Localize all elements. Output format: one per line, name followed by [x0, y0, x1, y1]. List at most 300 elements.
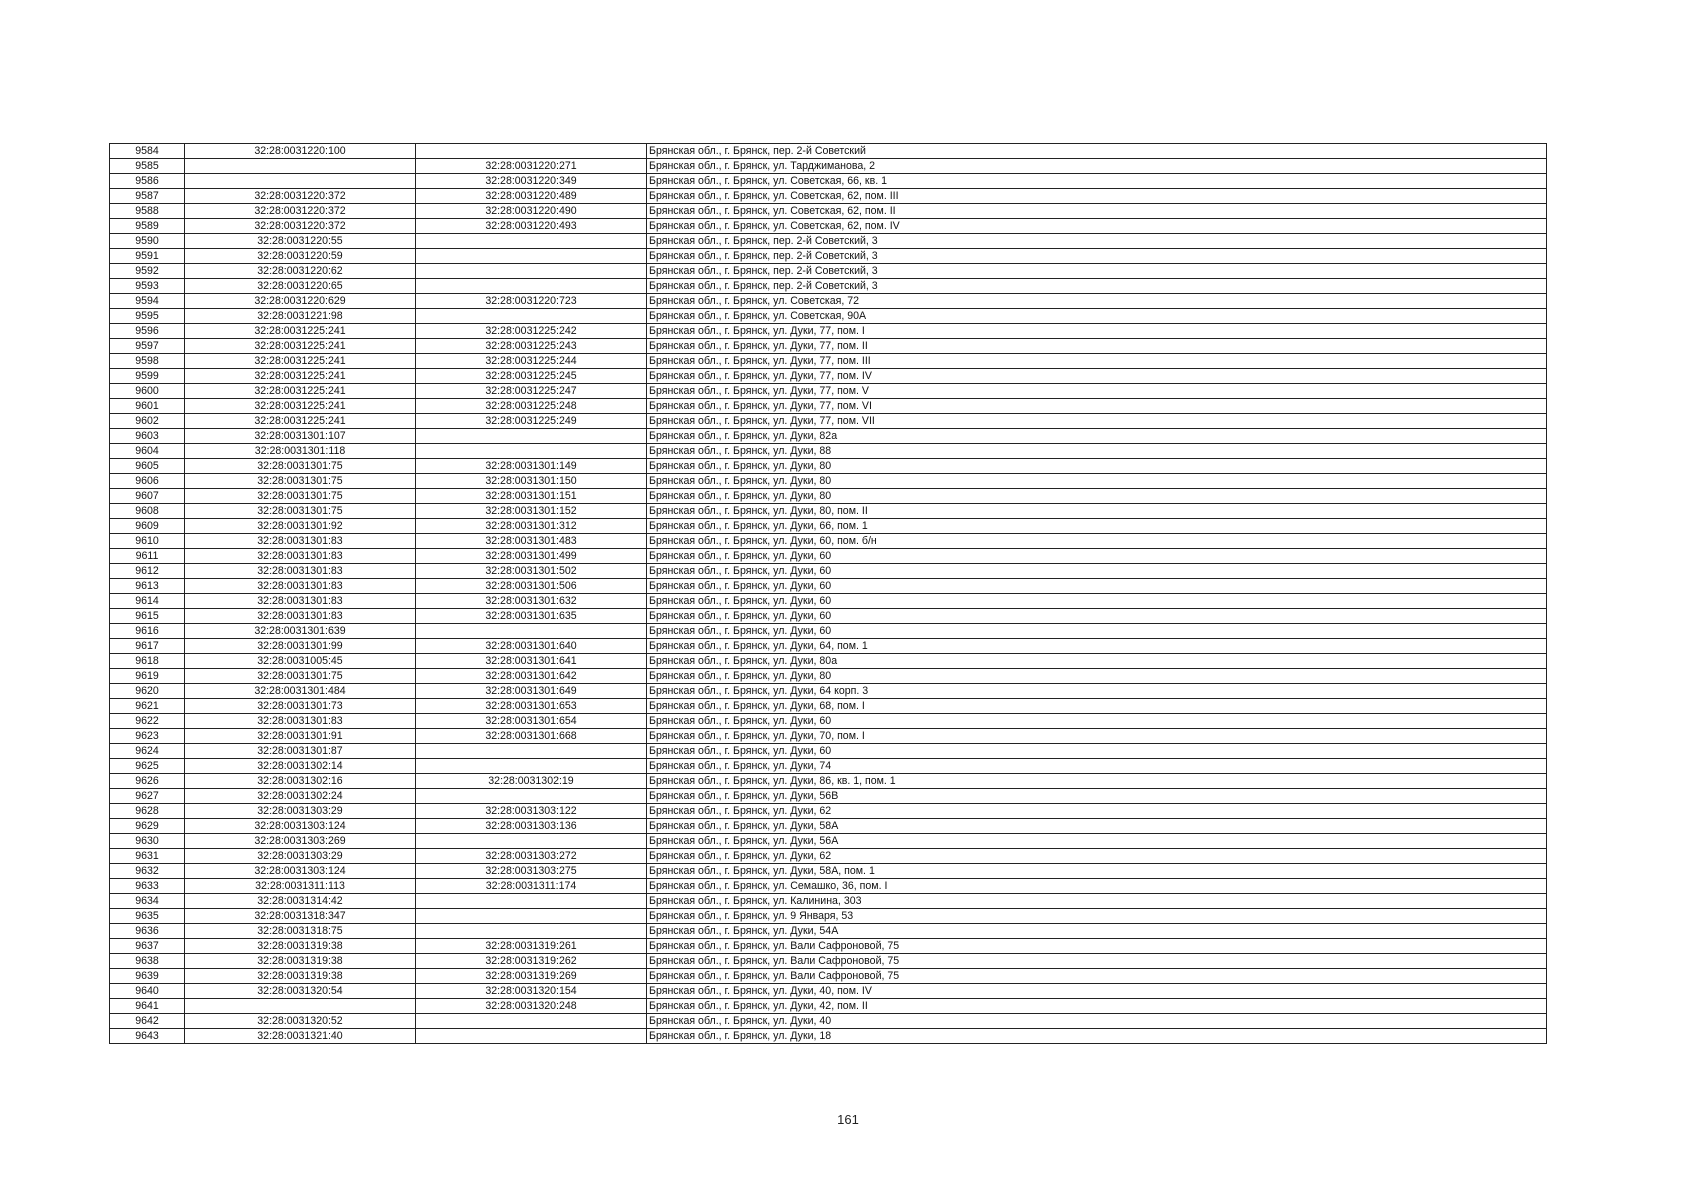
parcel-cadastral-number-cell: 32:28:0031301:83 — [185, 579, 416, 594]
table-row — [110, 474, 1547, 489]
row-number-cell: 9601 — [110, 399, 185, 414]
address-cell: Брянская обл., г. Брянск, ул. Вали Сафроновой, 75 — [647, 954, 1547, 969]
object-cadastral-number-cell: 32:28:0031301:640 — [416, 639, 647, 654]
table-row — [110, 1029, 1547, 1044]
table-row — [110, 624, 1547, 639]
address-cell: Брянская обл., г. Брянск, ул. Дуки, 64 корп. 3 — [647, 684, 1547, 699]
object-cadastral-number-cell — [416, 264, 647, 279]
parcel-cadastral-number-cell: 32:28:0031301:75 — [185, 669, 416, 684]
parcel-cadastral-number-cell: 32:28:0031220:372 — [185, 219, 416, 234]
row-number-cell: 9632 — [110, 864, 185, 879]
row-number-cell: 9590 — [110, 234, 185, 249]
parcel-cadastral-number-cell: 32:28:0031301:83 — [185, 564, 416, 579]
address-cell: Брянская обл., г. Брянск, ул. Дуки, 77, пом. III — [647, 354, 1547, 369]
object-cadastral-number-cell: 32:28:0031220:490 — [416, 204, 647, 219]
object-cadastral-number-cell: 32:28:0031301:668 — [416, 729, 647, 744]
table-row — [110, 729, 1547, 744]
row-number-cell: 9630 — [110, 834, 185, 849]
table-row — [110, 714, 1547, 729]
object-cadastral-number-cell: 32:28:0031225:242 — [416, 324, 647, 339]
table-row — [110, 789, 1547, 804]
table-row — [110, 309, 1547, 324]
parcel-cadastral-number-cell: 32:28:0031220:372 — [185, 204, 416, 219]
table-row — [110, 684, 1547, 699]
object-cadastral-number-cell — [416, 924, 647, 939]
parcel-cadastral-number-cell: 32:28:0031303:124 — [185, 819, 416, 834]
table-row — [110, 894, 1547, 909]
address-cell: Брянская обл., г. Брянск, ул. Дуки, 77, пом. I — [647, 324, 1547, 339]
object-cadastral-number-cell: 32:28:0031320:154 — [416, 984, 647, 999]
parcel-cadastral-number-cell: 32:28:0031320:52 — [185, 1014, 416, 1029]
parcel-cadastral-number-cell: 32:28:0031225:241 — [185, 339, 416, 354]
row-number-cell: 9588 — [110, 204, 185, 219]
object-cadastral-number-cell: 32:28:0031301:649 — [416, 684, 647, 699]
row-number-cell: 9631 — [110, 849, 185, 864]
parcel-cadastral-number-cell: 32:28:0031225:241 — [185, 324, 416, 339]
row-number-cell: 9594 — [110, 294, 185, 309]
parcel-cadastral-number-cell: 32:28:0031301:83 — [185, 549, 416, 564]
parcel-cadastral-number-cell: 32:28:0031220:55 — [185, 234, 416, 249]
address-cell: Брянская обл., г. Брянск, ул. Дуки, 60 — [647, 624, 1547, 639]
address-cell: Брянская обл., г. Брянск, ул. Советская, 62, пом. III — [647, 189, 1547, 204]
row-number-cell: 9603 — [110, 429, 185, 444]
register-table-body — [110, 144, 1547, 1044]
parcel-cadastral-number-cell: 32:28:0031303:124 — [185, 864, 416, 879]
parcel-cadastral-number-cell: 32:28:0031220:372 — [185, 189, 416, 204]
row-number-cell: 9621 — [110, 699, 185, 714]
parcel-cadastral-number-cell: 32:28:0031302:16 — [185, 774, 416, 789]
object-cadastral-number-cell: 32:28:0031220:493 — [416, 219, 647, 234]
object-cadastral-number-cell — [416, 909, 647, 924]
table-row — [110, 939, 1547, 954]
parcel-cadastral-number-cell: 32:28:0031302:14 — [185, 759, 416, 774]
parcel-cadastral-number-cell: 32:28:0031301:107 — [185, 429, 416, 444]
object-cadastral-number-cell: 32:28:0031225:248 — [416, 399, 647, 414]
address-cell: Брянская обл., г. Брянск, ул. Дуки, 80а — [647, 654, 1547, 669]
address-cell: Брянская обл., г. Брянск, ул. Дуки, 80 — [647, 474, 1547, 489]
table-row — [110, 699, 1547, 714]
parcel-cadastral-number-cell: 32:28:0031301:639 — [185, 624, 416, 639]
parcel-cadastral-number-cell: 32:28:0031301:83 — [185, 594, 416, 609]
parcel-cadastral-number-cell: 32:28:0031301:83 — [185, 714, 416, 729]
address-cell: Брянская обл., г. Брянск, ул. Дуки, 62 — [647, 804, 1547, 819]
object-cadastral-number-cell: 32:28:0031301:152 — [416, 504, 647, 519]
row-number-cell: 9585 — [110, 159, 185, 174]
table-row — [110, 594, 1547, 609]
object-cadastral-number-cell: 32:28:0031301:502 — [416, 564, 647, 579]
parcel-cadastral-number-cell: 32:28:0031220:59 — [185, 249, 416, 264]
parcel-cadastral-number-cell: 32:28:0031314:42 — [185, 894, 416, 909]
row-number-cell: 9591 — [110, 249, 185, 264]
row-number-cell: 9629 — [110, 819, 185, 834]
row-number-cell: 9593 — [110, 279, 185, 294]
row-number-cell: 9605 — [110, 459, 185, 474]
address-cell: Брянская обл., г. Брянск, пер. 2-й Советский — [647, 144, 1547, 159]
address-cell: Брянская обл., г. Брянск, ул. Дуки, 86, кв. 1, пом. 1 — [647, 774, 1547, 789]
table-row — [110, 999, 1547, 1014]
address-cell: Брянская обл., г. Брянск, ул. Советская, 62, пом. II — [647, 204, 1547, 219]
object-cadastral-number-cell: 32:28:0031225:245 — [416, 369, 647, 384]
row-number-cell: 9610 — [110, 534, 185, 549]
row-number-cell: 9584 — [110, 144, 185, 159]
row-number-cell: 9587 — [110, 189, 185, 204]
row-number-cell: 9607 — [110, 489, 185, 504]
row-number-cell: 9600 — [110, 384, 185, 399]
address-cell: Брянская обл., г. Брянск, ул. Дуки, 70, пом. I — [647, 729, 1547, 744]
table-row — [110, 219, 1547, 234]
address-cell: Брянская обл., г. Брянск, ул. Семашко, 36, пом. I — [647, 879, 1547, 894]
object-cadastral-number-cell: 32:28:0031301:654 — [416, 714, 647, 729]
row-number-cell: 9592 — [110, 264, 185, 279]
row-number-cell: 9619 — [110, 669, 185, 684]
parcel-cadastral-number-cell: 32:28:0031303:29 — [185, 804, 416, 819]
row-number-cell: 9616 — [110, 624, 185, 639]
object-cadastral-number-cell: 32:28:0031225:247 — [416, 384, 647, 399]
object-cadastral-number-cell: 32:28:0031301:149 — [416, 459, 647, 474]
table-row — [110, 399, 1547, 414]
address-cell: Брянская обл., г. Брянск, ул. Дуки, 40, пом. IV — [647, 984, 1547, 999]
address-cell: Брянская обл., г. Брянск, ул. Дуки, 60 — [647, 714, 1547, 729]
object-cadastral-number-cell — [416, 444, 647, 459]
table-row — [110, 609, 1547, 624]
table-row — [110, 549, 1547, 564]
parcel-cadastral-number-cell: 32:28:0031301:75 — [185, 489, 416, 504]
object-cadastral-number-cell — [416, 1014, 647, 1029]
row-number-cell: 9635 — [110, 909, 185, 924]
table-row — [110, 519, 1547, 534]
row-number-cell: 9637 — [110, 939, 185, 954]
parcel-cadastral-number-cell: 32:28:0031220:62 — [185, 264, 416, 279]
address-cell: Брянская обл., г. Брянск, ул. Советская, 90А — [647, 309, 1547, 324]
object-cadastral-number-cell: 32:28:0031220:349 — [416, 174, 647, 189]
parcel-cadastral-number-cell: 32:28:0031225:241 — [185, 399, 416, 414]
row-number-cell: 9597 — [110, 339, 185, 354]
object-cadastral-number-cell: 32:28:0031303:275 — [416, 864, 647, 879]
object-cadastral-number-cell — [416, 1029, 647, 1044]
table-row — [110, 489, 1547, 504]
table-row — [110, 234, 1547, 249]
address-cell: Брянская обл., г. Брянск, ул. Вали Сафроновой, 75 — [647, 939, 1547, 954]
parcel-cadastral-number-cell: 32:28:0031221:98 — [185, 309, 416, 324]
row-number-cell: 9627 — [110, 789, 185, 804]
table-row — [110, 954, 1547, 969]
address-cell: Брянская обл., г. Брянск, ул. 9 Января, 53 — [647, 909, 1547, 924]
parcel-cadastral-number-cell: 32:28:0031301:484 — [185, 684, 416, 699]
object-cadastral-number-cell — [416, 789, 647, 804]
address-cell: Брянская обл., г. Брянск, ул. Дуки, 56В — [647, 789, 1547, 804]
register-table — [109, 143, 1547, 1044]
address-cell: Брянская обл., г. Брянск, ул. Советская, 72 — [647, 294, 1547, 309]
parcel-cadastral-number-cell: 32:28:0031220:629 — [185, 294, 416, 309]
table-row — [110, 984, 1547, 999]
table-row — [110, 669, 1547, 684]
parcel-cadastral-number-cell: 32:28:0031225:241 — [185, 414, 416, 429]
row-number-cell: 9595 — [110, 309, 185, 324]
row-number-cell: 9609 — [110, 519, 185, 534]
object-cadastral-number-cell: 32:28:0031301:642 — [416, 669, 647, 684]
object-cadastral-number-cell: 32:28:0031301:635 — [416, 609, 647, 624]
row-number-cell: 9589 — [110, 219, 185, 234]
object-cadastral-number-cell: 32:28:0031320:248 — [416, 999, 647, 1014]
parcel-cadastral-number-cell: 32:28:0031225:241 — [185, 369, 416, 384]
table-row — [110, 429, 1547, 444]
parcel-cadastral-number-cell — [185, 174, 416, 189]
object-cadastral-number-cell: 32:28:0031220:723 — [416, 294, 647, 309]
parcel-cadastral-number-cell: 32:28:0031311:113 — [185, 879, 416, 894]
object-cadastral-number-cell: 32:28:0031301:506 — [416, 579, 647, 594]
table-row — [110, 414, 1547, 429]
object-cadastral-number-cell: 32:28:0031225:249 — [416, 414, 647, 429]
object-cadastral-number-cell: 32:28:0031319:262 — [416, 954, 647, 969]
object-cadastral-number-cell: 32:28:0031301:641 — [416, 654, 647, 669]
row-number-cell: 9643 — [110, 1029, 185, 1044]
parcel-cadastral-number-cell — [185, 159, 416, 174]
address-cell: Брянская обл., г. Брянск, ул. Дуки, 80 — [647, 489, 1547, 504]
row-number-cell: 9608 — [110, 504, 185, 519]
table-row — [110, 279, 1547, 294]
parcel-cadastral-number-cell: 32:28:0031301:118 — [185, 444, 416, 459]
parcel-cadastral-number-cell: 32:28:0031301:75 — [185, 504, 416, 519]
row-number-cell: 9623 — [110, 729, 185, 744]
object-cadastral-number-cell: 32:28:0031301:632 — [416, 594, 647, 609]
address-cell: Брянская обл., г. Брянск, ул. Вали Сафроновой, 75 — [647, 969, 1547, 984]
address-cell: Брянская обл., г. Брянск, ул. Дуки, 58А — [647, 819, 1547, 834]
object-cadastral-number-cell: 32:28:0031301:150 — [416, 474, 647, 489]
row-number-cell: 9617 — [110, 639, 185, 654]
object-cadastral-number-cell: 32:28:0031301:653 — [416, 699, 647, 714]
object-cadastral-number-cell: 32:28:0031225:243 — [416, 339, 647, 354]
table-row — [110, 834, 1547, 849]
table-row — [110, 564, 1547, 579]
address-cell: Брянская обл., г. Брянск, ул. Дуки, 18 — [647, 1029, 1547, 1044]
table-row — [110, 144, 1547, 159]
page-number: 161 — [837, 1112, 859, 1127]
object-cadastral-number-cell: 32:28:0031303:136 — [416, 819, 647, 834]
table-row — [110, 189, 1547, 204]
table-row — [110, 759, 1547, 774]
table-row — [110, 249, 1547, 264]
table-row — [110, 579, 1547, 594]
row-number-cell: 9633 — [110, 879, 185, 894]
address-cell: Брянская обл., г. Брянск, ул. Дуки, 66, пом. 1 — [647, 519, 1547, 534]
parcel-cadastral-number-cell — [185, 999, 416, 1014]
address-cell: Брянская обл., г. Брянск, ул. Тарджиманова, 2 — [647, 159, 1547, 174]
row-number-cell: 9614 — [110, 594, 185, 609]
object-cadastral-number-cell — [416, 744, 647, 759]
object-cadastral-number-cell: 32:28:0031319:261 — [416, 939, 647, 954]
address-cell: Брянская обл., г. Брянск, ул. Дуки, 60, пом. б/н — [647, 534, 1547, 549]
parcel-cadastral-number-cell: 32:28:0031301:83 — [185, 534, 416, 549]
object-cadastral-number-cell: 32:28:0031303:272 — [416, 849, 647, 864]
table-row — [110, 174, 1547, 189]
parcel-cadastral-number-cell: 32:28:0031301:92 — [185, 519, 416, 534]
object-cadastral-number-cell: 32:28:0031301:483 — [416, 534, 647, 549]
row-number-cell: 9622 — [110, 714, 185, 729]
table-row — [110, 849, 1547, 864]
table-row — [110, 534, 1547, 549]
row-number-cell: 9596 — [110, 324, 185, 339]
row-number-cell: 9599 — [110, 369, 185, 384]
address-cell: Брянская обл., г. Брянск, пер. 2-й Советский, 3 — [647, 234, 1547, 249]
address-cell: Брянская обл., г. Брянск, ул. Дуки, 88 — [647, 444, 1547, 459]
object-cadastral-number-cell — [416, 759, 647, 774]
row-number-cell: 9640 — [110, 984, 185, 999]
address-cell: Брянская обл., г. Брянск, ул. Дуки, 54А — [647, 924, 1547, 939]
table-row — [110, 504, 1547, 519]
table-row — [110, 969, 1547, 984]
parcel-cadastral-number-cell: 32:28:0031321:40 — [185, 1029, 416, 1044]
row-number-cell: 9612 — [110, 564, 185, 579]
object-cadastral-number-cell — [416, 429, 647, 444]
object-cadastral-number-cell — [416, 279, 647, 294]
parcel-cadastral-number-cell: 32:28:0031005:45 — [185, 654, 416, 669]
row-number-cell: 9602 — [110, 414, 185, 429]
address-cell: Брянская обл., г. Брянск, ул. Дуки, 77, пом. IV — [647, 369, 1547, 384]
address-cell: Брянская обл., г. Брянск, пер. 2-й Советский, 3 — [647, 264, 1547, 279]
table-row — [110, 819, 1547, 834]
row-number-cell: 9642 — [110, 1014, 185, 1029]
address-cell: Брянская обл., г. Брянск, ул. Советская, 62, пом. IV — [647, 219, 1547, 234]
table-row — [110, 774, 1547, 789]
parcel-cadastral-number-cell: 32:28:0031220:100 — [185, 144, 416, 159]
address-cell: Брянская обл., г. Брянск, ул. Дуки, 80 — [647, 669, 1547, 684]
address-cell: Брянская обл., г. Брянск, ул. Дуки, 64, пом. 1 — [647, 639, 1547, 654]
address-cell: Брянская обл., г. Брянск, ул. Дуки, 60 — [647, 549, 1547, 564]
table-row — [110, 264, 1547, 279]
address-cell: Брянская обл., г. Брянск, ул. Советская, 66, кв. 1 — [647, 174, 1547, 189]
row-number-cell: 9626 — [110, 774, 185, 789]
table-row — [110, 444, 1547, 459]
table-row — [110, 294, 1547, 309]
parcel-cadastral-number-cell: 32:28:0031319:38 — [185, 954, 416, 969]
address-cell: Брянская обл., г. Брянск, ул. Дуки, 77, пом. VII — [647, 414, 1547, 429]
row-number-cell: 9598 — [110, 354, 185, 369]
row-number-cell: 9606 — [110, 474, 185, 489]
object-cadastral-number-cell — [416, 144, 647, 159]
row-number-cell: 9613 — [110, 579, 185, 594]
parcel-cadastral-number-cell: 32:28:0031302:24 — [185, 789, 416, 804]
row-number-cell: 9636 — [110, 924, 185, 939]
address-cell: Брянская обл., г. Брянск, ул. Дуки, 60 — [647, 744, 1547, 759]
row-number-cell: 9604 — [110, 444, 185, 459]
table-row — [110, 204, 1547, 219]
address-cell: Брянская обл., г. Брянск, ул. Дуки, 77, пом. VI — [647, 399, 1547, 414]
table-row — [110, 909, 1547, 924]
address-cell: Брянская обл., г. Брянск, ул. Дуки, 58А, пом. 1 — [647, 864, 1547, 879]
parcel-cadastral-number-cell: 32:28:0031301:75 — [185, 459, 416, 474]
address-cell: Брянская обл., г. Брянск, ул. Дуки, 82а — [647, 429, 1547, 444]
address-cell: Брянская обл., г. Брянск, ул. Дуки, 68, пом. I — [647, 699, 1547, 714]
address-cell: Брянская обл., г. Брянск, ул. Дуки, 77, пом. V — [647, 384, 1547, 399]
parcel-cadastral-number-cell: 32:28:0031303:269 — [185, 834, 416, 849]
address-cell: Брянская обл., г. Брянск, ул. Дуки, 60 — [647, 594, 1547, 609]
table-row — [110, 354, 1547, 369]
row-number-cell: 9624 — [110, 744, 185, 759]
row-number-cell: 9625 — [110, 759, 185, 774]
address-cell: Брянская обл., г. Брянск, ул. Дуки, 60 — [647, 579, 1547, 594]
parcel-cadastral-number-cell: 32:28:0031319:38 — [185, 939, 416, 954]
parcel-cadastral-number-cell: 32:28:0031320:54 — [185, 984, 416, 999]
row-number-cell: 9618 — [110, 654, 185, 669]
object-cadastral-number-cell: 32:28:0031301:312 — [416, 519, 647, 534]
object-cadastral-number-cell: 32:28:0031220:489 — [416, 189, 647, 204]
object-cadastral-number-cell — [416, 309, 647, 324]
row-number-cell: 9620 — [110, 684, 185, 699]
address-cell: Брянская обл., г. Брянск, ул. Дуки, 42, пом. II — [647, 999, 1547, 1014]
parcel-cadastral-number-cell: 32:28:0031301:99 — [185, 639, 416, 654]
table-row — [110, 924, 1547, 939]
parcel-cadastral-number-cell: 32:28:0031301:91 — [185, 729, 416, 744]
parcel-cadastral-number-cell: 32:28:0031220:65 — [185, 279, 416, 294]
table-row — [110, 369, 1547, 384]
object-cadastral-number-cell: 32:28:0031319:269 — [416, 969, 647, 984]
table-row — [110, 384, 1547, 399]
object-cadastral-number-cell — [416, 624, 647, 639]
address-cell: Брянская обл., г. Брянск, ул. Дуки, 80, пом. II — [647, 504, 1547, 519]
parcel-cadastral-number-cell: 32:28:0031301:87 — [185, 744, 416, 759]
table-row — [110, 459, 1547, 474]
parcel-cadastral-number-cell: 32:28:0031225:241 — [185, 384, 416, 399]
table-row — [110, 654, 1547, 669]
table-row — [110, 879, 1547, 894]
address-cell: Брянская обл., г. Брянск, ул. Дуки, 60 — [647, 609, 1547, 624]
table-row — [110, 339, 1547, 354]
parcel-cadastral-number-cell: 32:28:0031301:83 — [185, 609, 416, 624]
parcel-cadastral-number-cell: 32:28:0031318:75 — [185, 924, 416, 939]
address-cell: Брянская обл., г. Брянск, ул. Дуки, 60 — [647, 564, 1547, 579]
row-number-cell: 9638 — [110, 954, 185, 969]
parcel-cadastral-number-cell: 32:28:0031301:75 — [185, 474, 416, 489]
object-cadastral-number-cell: 32:28:0031302:19 — [416, 774, 647, 789]
address-cell: Брянская обл., г. Брянск, ул. Дуки, 77, пом. II — [647, 339, 1547, 354]
object-cadastral-number-cell: 32:28:0031225:244 — [416, 354, 647, 369]
row-number-cell: 9615 — [110, 609, 185, 624]
row-number-cell: 9628 — [110, 804, 185, 819]
parcel-cadastral-number-cell: 32:28:0031318:347 — [185, 909, 416, 924]
table-row — [110, 159, 1547, 174]
object-cadastral-number-cell — [416, 234, 647, 249]
object-cadastral-number-cell — [416, 249, 647, 264]
object-cadastral-number-cell: 32:28:0031220:271 — [416, 159, 647, 174]
parcel-cadastral-number-cell: 32:28:0031225:241 — [185, 354, 416, 369]
parcel-cadastral-number-cell: 32:28:0031303:29 — [185, 849, 416, 864]
row-number-cell: 9639 — [110, 969, 185, 984]
table-row — [110, 1014, 1547, 1029]
table-row — [110, 639, 1547, 654]
table-row — [110, 804, 1547, 819]
address-cell: Брянская обл., г. Брянск, ул. Дуки, 62 — [647, 849, 1547, 864]
table-row — [110, 744, 1547, 759]
object-cadastral-number-cell: 32:28:0031301:151 — [416, 489, 647, 504]
address-cell: Брянская обл., г. Брянск, пер. 2-й Советский, 3 — [647, 279, 1547, 294]
object-cadastral-number-cell: 32:28:0031301:499 — [416, 549, 647, 564]
row-number-cell: 9641 — [110, 999, 185, 1014]
row-number-cell: 9611 — [110, 549, 185, 564]
address-cell: Брянская обл., г. Брянск, ул. Калинина, 303 — [647, 894, 1547, 909]
address-cell: Брянская обл., г. Брянск, ул. Дуки, 40 — [647, 1014, 1547, 1029]
object-cadastral-number-cell: 32:28:0031311:174 — [416, 879, 647, 894]
object-cadastral-number-cell — [416, 894, 647, 909]
row-number-cell: 9586 — [110, 174, 185, 189]
address-cell: Брянская обл., г. Брянск, ул. Дуки, 74 — [647, 759, 1547, 774]
table-row — [110, 864, 1547, 879]
object-cadastral-number-cell: 32:28:0031303:122 — [416, 804, 647, 819]
parcel-cadastral-number-cell: 32:28:0031319:38 — [185, 969, 416, 984]
object-cadastral-number-cell — [416, 834, 647, 849]
table-row — [110, 324, 1547, 339]
address-cell: Брянская обл., г. Брянск, ул. Дуки, 80 — [647, 459, 1547, 474]
address-cell: Брянская обл., г. Брянск, пер. 2-й Советский, 3 — [647, 249, 1547, 264]
